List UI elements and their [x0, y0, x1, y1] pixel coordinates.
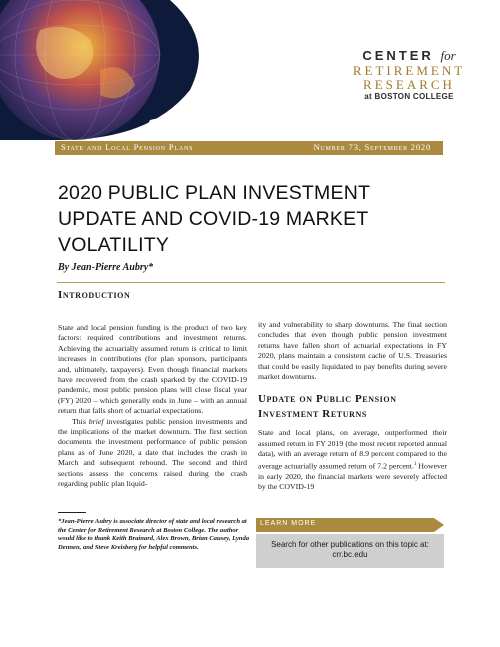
logo-retirement-text: RETIREMENT — [352, 63, 466, 78]
col2-paragraph-1: ity and vulnerability to sharp downturns. The final section concludes that even though public pension investment returns have fallen short of actuarial expectations in FY 2020, plans maintain a consistent cache of U.S. Treasuries that could be easily liquidated to pay benefits during severe market downturns. — [258, 320, 447, 382]
intro-heading: Introduction — [58, 289, 131, 301]
author-footnote: *Jean-Pierre Aubry is associate director of state and local research at the Center for Retirement Research at Boston College. The author would like to thank Keith Brainard, Alex Brown, Brian Causey, Lynda Dennen, and Steve Kreisberg for helpful comments. — [58, 518, 250, 551]
intro-paragraph-2: This brief investigates public pension investments and the implications of the market downturn. The first section documents the investment performance of public pension plans as of June 2020, a date that includes the crash in March and subsequent rebound. The second and third sections assess the concerns raised during the crash regarding public plan liquid- — [58, 416, 248, 489]
title-divider — [57, 282, 445, 283]
learn-more-text: Search for other publications on this topic at: — [271, 540, 429, 549]
learn-more-label: LEARN MORE — [260, 520, 317, 527]
series-banner — [55, 141, 443, 155]
learn-more-bar — [256, 518, 444, 532]
right-column — [258, 320, 447, 492]
col2-paragraph-2: State and local plans, on average, outperformed their assumed return in FY 2019 (the most recent reported annual data), with an average return of 8.9 percent compared to the average actuarially assumed return of 7.2 percent.$^1$ However in early 2020, the financial markets were severely affected by the COVID-19 — [258, 428, 447, 492]
footnote-divider — [58, 512, 86, 513]
crr-logo — [334, 48, 484, 101]
author-byline: By Jean-Pierre Aubry* — [58, 262, 154, 273]
learn-more-box — [256, 534, 444, 568]
issue-number: Number 73, September 2020 — [313, 142, 431, 152]
logo-college-text: at BOSTON COLLEGE — [364, 92, 454, 101]
logo-center-text: CENTER for — [362, 48, 456, 63]
globe-image — [0, 0, 215, 140]
learn-more-link[interactable]: crr.bc.edu — [332, 550, 368, 559]
returns-heading: Update on Public Pension Investment Returns — [258, 393, 397, 421]
arrow-notch-icon — [434, 518, 444, 532]
brief-title: 2020 PUBLIC PLAN INVESTMENT UPDATE AND COVID-19 MARKET VOLATILITY — [58, 182, 370, 256]
left-column — [58, 289, 248, 490]
intro-paragraph-1: State and local pension funding is the product of two key factors: required contributions and investment returns. Achieving the actuarially assumed return is critical to limit increases in contributions (for plan sponsors, participants and, ultimately, taxpayers). Even though financial markets have recovered from the crash sparked by the COVID-19 pandemic, most public pension plans will close fiscal year (FY) 2020 – which generally ends in June – with an annual return that falls short of actuarial expectations. — [58, 323, 247, 416]
series-name: State and Local Pension Plans — [61, 142, 194, 152]
logo-research-text: RESEARCH — [363, 77, 455, 92]
